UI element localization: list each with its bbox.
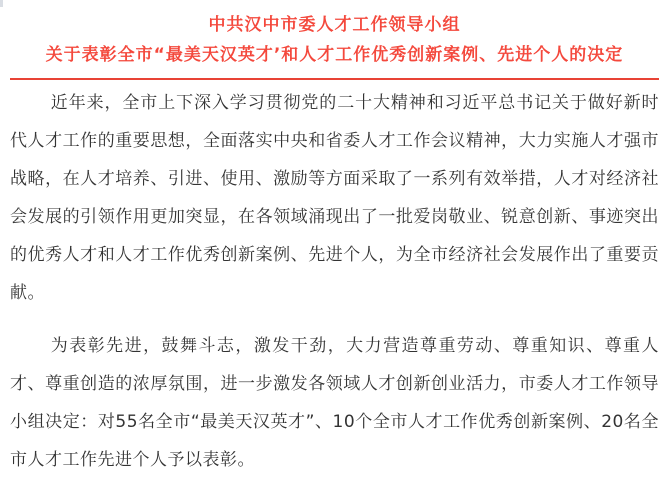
title-divider-line: [10, 78, 659, 80]
document-title-line1: 中共汉中市委人才工作领导小组: [208, 15, 461, 35]
screen-corner-artifact: [0, 0, 3, 7]
document-body: [10, 84, 659, 479]
body-paragraph-2: 为表彰先进，鼓舞斗志，激发干劲，大力营造尊重劳动、尊重知识、尊重人才、尊重创造的浓厚氛围，进一步激发各领域人才创新创业活力，市委人才工作领导小组决定：对55名全市“最美天汉英才”、10个全市人才工作优秀创新案例、20名全市人才工作先进个人予以表彰。: [10, 336, 659, 470]
body-paragraph-1: 近年来，全市上下深入学习贯彻党的二十大精神和习近平总书记关于做好新时代人才工作的重要思想，全面落实中央和省委人才工作会议精神，大力实施人才强市战略，在人才培养、引进、使用、激励等方面采取了一系列有效举措，人才对经济社会发展的引领作用更加突显，在各领域涌现出了一批爱岗敬业、锐意创新、事迹突出的优秀人才和人才工作优秀创新案例、先进个人，为全市经济社会发展作出了重要贡献。: [10, 93, 659, 303]
document-title-line2: 关于表彰全市“最美天汉英才’和人才工作优秀创新案例、先进个人的决定: [45, 45, 624, 65]
